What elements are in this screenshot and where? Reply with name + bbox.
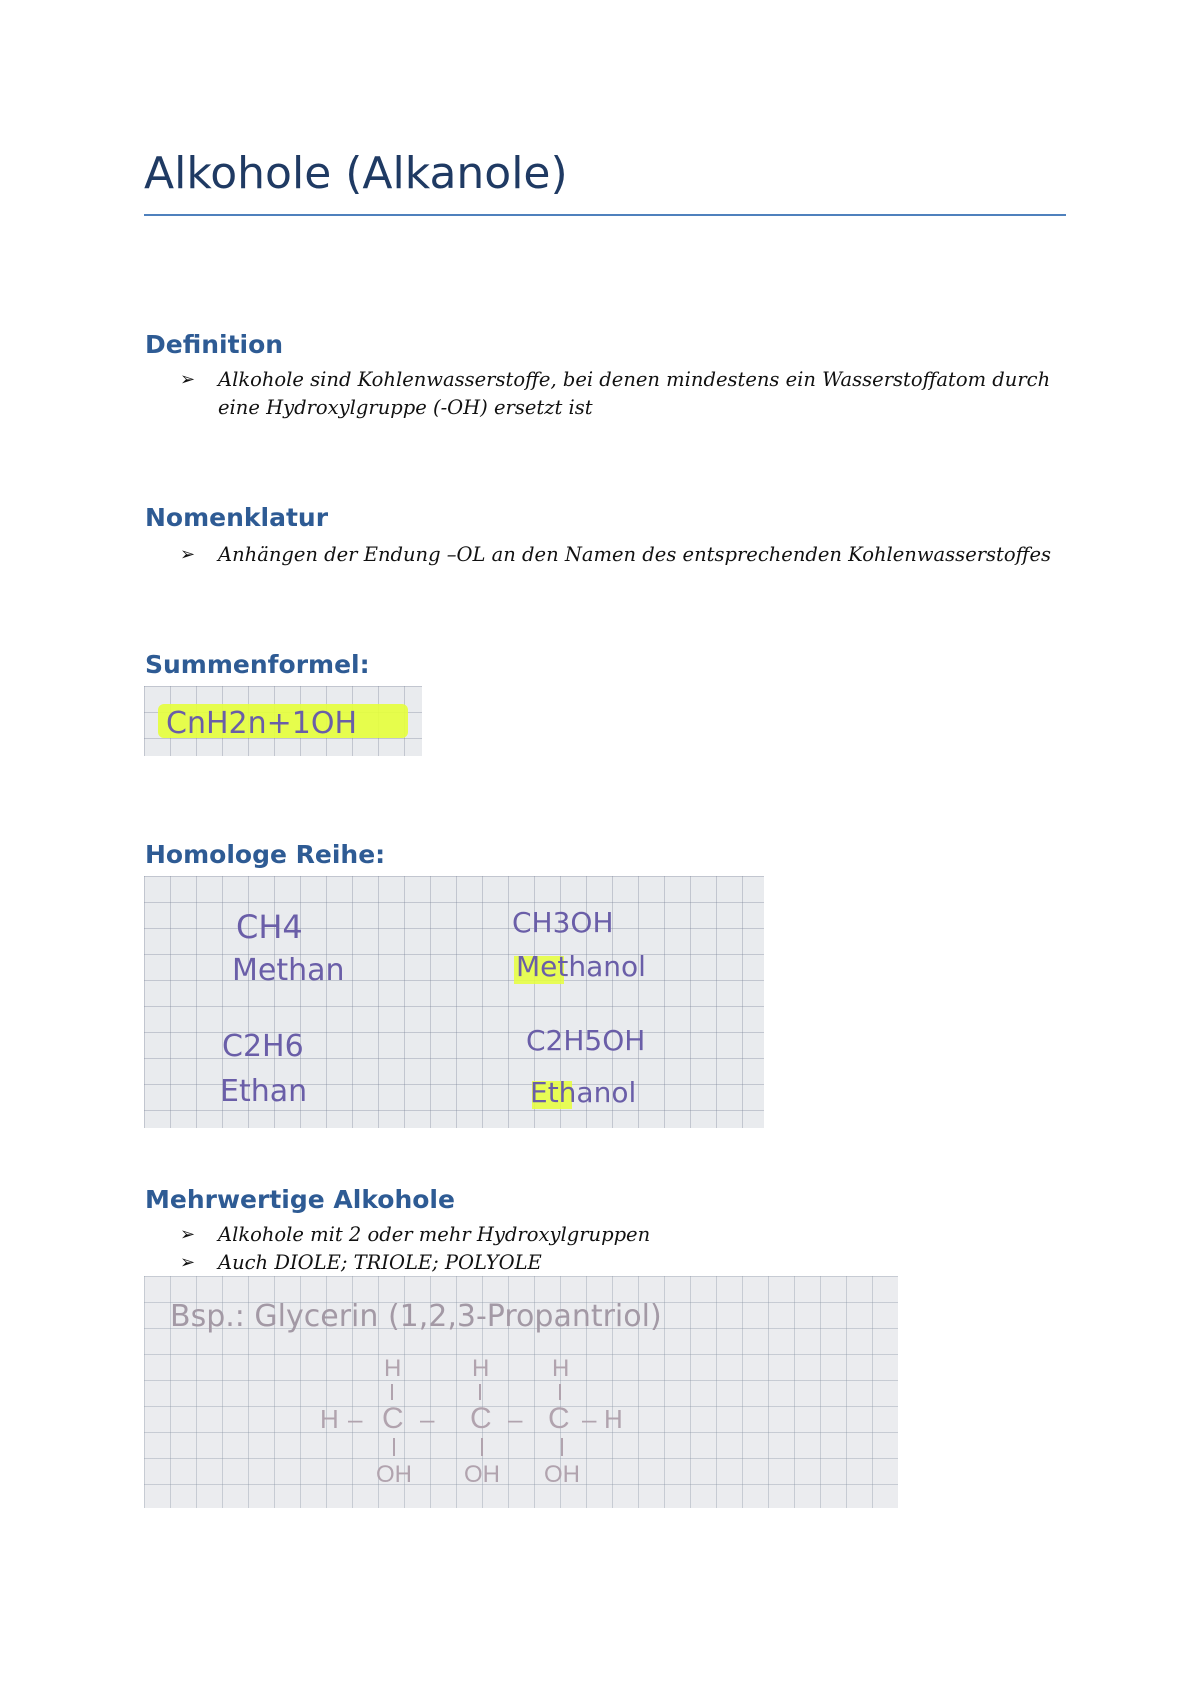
nomenklatur-list (180, 541, 1078, 569)
glycerin-drawing (144, 1276, 898, 1508)
heading-nomenklatur: Nomenklatur (145, 503, 329, 532)
handwritten-ch3oh: CH3OH (512, 906, 614, 939)
handwritten-oh: OH (544, 1461, 580, 1488)
heading-mehrwertige-alkohole: Mehrwertige Alkohole (145, 1185, 455, 1214)
list-item (180, 541, 1078, 569)
handwritten-oh: OH (464, 1461, 500, 1488)
handwritten-c2h5oh: C2H5OH (526, 1024, 646, 1057)
definition-list (180, 366, 1078, 422)
definition-line-2: eine Hydroxylgruppe (-OH) ersetzt ist (218, 396, 593, 419)
list-item (180, 1221, 1078, 1249)
handwritten-c: C (548, 1402, 570, 1435)
handwritten-c: C (382, 1402, 404, 1435)
heading-summenformel: Summenformel: (145, 650, 370, 679)
arrow-bullet-icon: ➢ (180, 544, 196, 565)
handwritten-oh: OH (376, 1461, 412, 1488)
handwritten-h: H (604, 1404, 623, 1434)
heading-homologe-reihe: Homologe Reihe: (145, 840, 386, 869)
definition-line-1: Alkohole sind Kohlenwasserstoffe, bei denen mindestens ein Wasserstoffatom durch (218, 368, 1051, 391)
handwritten-dash: – (508, 1404, 523, 1434)
handwritten-ethanol: Ethanol (530, 1076, 637, 1109)
handwritten-dash: – (348, 1404, 363, 1434)
handwritten-c: C (470, 1402, 492, 1435)
handwritten-dash: – (582, 1404, 597, 1434)
handwritten-h: H (472, 1355, 490, 1382)
mehrwertige-text-1: Alkohole mit 2 oder mehr Hydroxylgruppen (218, 1223, 651, 1246)
summenformel-drawing (144, 686, 422, 756)
page-title: Alkohole (Alkanole) (144, 148, 568, 199)
arrow-bullet-icon: ➢ (180, 369, 196, 390)
homologe-reihe-photo (144, 876, 764, 1128)
handwritten-glycerin-caption: Bsp.: Glycerin (1,2,3-Propantriol) (170, 1299, 662, 1334)
list-item (180, 1249, 1078, 1277)
handwritten-c2h6: C2H6 (222, 1029, 304, 1064)
arrow-bullet-icon: ➢ (180, 1224, 196, 1245)
heading-definition: Definition (145, 330, 284, 359)
nomenklatur-text: Anhängen der Endung –OL an den Namen des entsprechenden Kohlenwasserstoffes (218, 543, 1051, 566)
handwritten-methan: Methan (232, 953, 345, 988)
handwritten-dash: – (420, 1404, 435, 1434)
arrow-bullet-icon: ➢ (180, 1252, 196, 1273)
mehrwertige-list (180, 1221, 1078, 1277)
mehrwertige-text-2: Auch DIOLE; TRIOLE; POLYOLE (218, 1251, 542, 1274)
handwritten-h: H (320, 1404, 339, 1434)
summenformel-photo (144, 686, 422, 756)
glycerin-photo (144, 1276, 898, 1508)
handwritten-ch4: CH4 (236, 908, 303, 946)
handwritten-h: H (384, 1355, 402, 1382)
handwritten-h: H (552, 1355, 570, 1382)
title-underline (144, 214, 1066, 216)
handwritten-ethan: Ethan (220, 1074, 308, 1109)
homologe-reihe-drawing (144, 876, 764, 1128)
handwritten-methanol: Methanol (516, 950, 646, 983)
list-item (180, 366, 1078, 422)
handwritten-formula: CnH2n+1OH (166, 706, 358, 741)
